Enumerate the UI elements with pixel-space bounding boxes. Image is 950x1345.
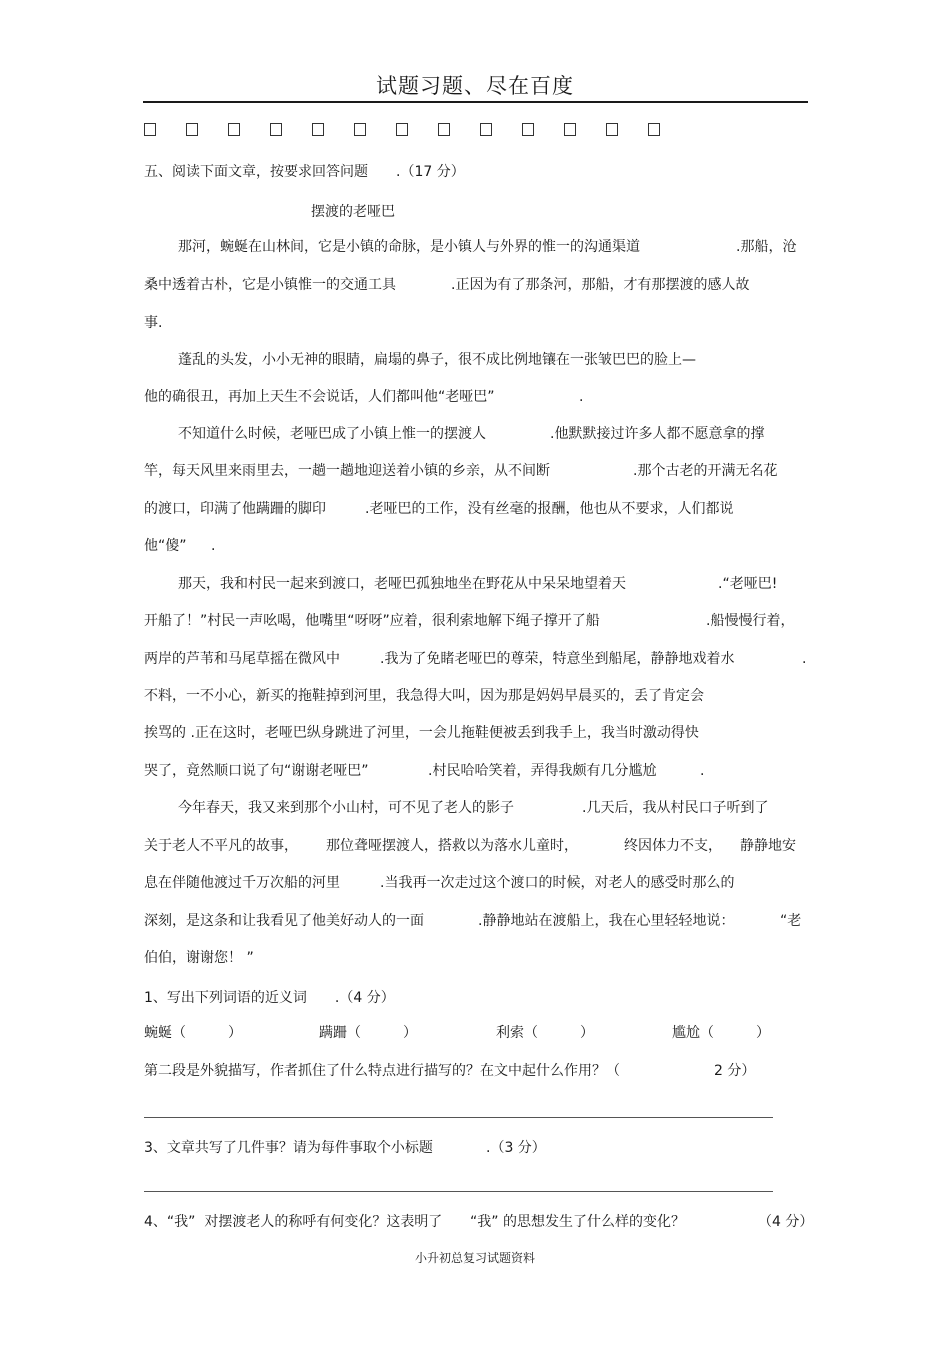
article-text: 那河，蜿蜒在山林间，它是小镇的命脉，是小镇人与外界的惟一的沟通渠道 — [178, 239, 640, 255]
question-1-word: 蹒跚（ ） — [319, 1025, 417, 1041]
checkbox-row — [0, 123, 950, 145]
checkbox-icon — [606, 123, 618, 136]
question-1-word: 尴尬（ ） — [672, 1025, 770, 1041]
checkbox-icon — [648, 123, 660, 136]
article-text: . — [700, 763, 705, 779]
article-text: .船慢慢行着， — [706, 613, 795, 629]
article-text: 今年春天，我又来到那个小山村，可不见了老人的影子 — [178, 800, 514, 816]
checkbox-icon — [480, 123, 492, 136]
question-1: 1、写出下列词语的近义词 .（4 分） — [144, 990, 395, 1006]
article-text: 深刻，是这条和让我看见了他美好动人的一面 — [144, 913, 424, 929]
checkbox-icon — [522, 123, 534, 136]
article-text: 蓬乱的头发，小小无神的眼睛，扁塌的鼻子，很不成比例地镶在一张皱巴巴的脸上— — [178, 352, 696, 368]
section-heading: 五、阅读下面文章，按要求回答问题 .（17 分） — [144, 164, 465, 180]
article-text: .当我再一次走过这个渡口的时候，对老人的感受时那么的 — [380, 875, 735, 891]
question-4: 4、“我” 对摆渡老人的称呼有何变化？这表明了 — [144, 1214, 443, 1230]
article-text: 的渡口，印满了他蹒跚的脚印 — [144, 501, 326, 517]
article-text: . — [802, 651, 807, 667]
article-text: 关于老人不平凡的故事， — [144, 838, 298, 854]
checkbox-icon — [438, 123, 450, 136]
checkbox-icon — [270, 123, 282, 136]
article-text: 他的确很丑，再加上天生不会说话，人们都叫他“老哑巴” — [144, 389, 495, 405]
checkbox-icon — [354, 123, 366, 136]
checkbox-icon — [396, 123, 408, 136]
article-text: “老 — [780, 913, 802, 929]
article-text: 开船了！”村民一声吆喝，他嘴里“呀呀”应着，很利索地解下绳子撑开了船 — [144, 613, 600, 629]
question-2-score: 2 分） — [714, 1063, 756, 1079]
article-text: .几天后，我从村民口子听到了 — [582, 800, 769, 816]
article-text: .那个古老的开满无名花 — [633, 463, 778, 479]
article-text: .“老哑巴! — [718, 576, 778, 592]
checkbox-icon — [186, 123, 198, 136]
article-title: 摆渡的老哑巴 — [311, 204, 395, 220]
question-1-word: 利索（ ） — [496, 1025, 594, 1041]
question-4-score: （4 分） — [758, 1214, 814, 1230]
article-text: 两岸的芦苇和马尾草摇在微风中 — [144, 651, 340, 667]
checkbox-icon — [144, 123, 156, 136]
question-1-word: 蜿蜒（ ） — [144, 1025, 242, 1041]
question-4: “我” 的思想发生了什么样的变化？ — [470, 1214, 685, 1230]
checkbox-icon — [564, 123, 576, 136]
article-text: .他默默接过许多人都不愿意拿的撑 — [550, 426, 765, 442]
article-text: 终因体力不支， — [624, 838, 722, 854]
article-text: 事. — [144, 315, 163, 331]
article-text: 哭了，竟然顺口说了句“谢谢老哑巴” — [144, 763, 369, 779]
page-header-title: 试题习题、尽在百度 — [376, 74, 574, 98]
article-text: 息在伴随他渡过千万次船的河里 — [144, 875, 340, 891]
question-3: 3、文章共写了几件事？请为每件事取个小标题 — [144, 1140, 433, 1156]
article-text: . — [579, 389, 584, 405]
article-text: .那船，沧 — [736, 239, 797, 255]
article-text: 不料，一不小心，新买的拖鞋掉到河里，我急得大叫，因为那是妈妈早晨买的，丢了肯定会 — [144, 688, 704, 704]
answer-line[interactable] — [144, 1117, 773, 1118]
article-text: . — [211, 538, 216, 554]
article-text: 他“傻” — [144, 538, 187, 554]
question-2: 第二段是外貌描写，作者抓住了什么特点进行描写的？在文中起什么作用？（ — [144, 1063, 620, 1079]
article-text: 竿，每天风里来雨里去，一趟一趟地迎送着小镇的乡亲，从不间断 — [144, 463, 550, 479]
article-text: 那位聋哑摆渡人，搭救以为落水儿童时， — [326, 838, 578, 854]
article-text: .静静地站在渡船上，我在心里轻轻地说： — [478, 913, 735, 929]
article-text: 伯伯，谢谢您！ ” — [144, 950, 254, 966]
article-text: .老哑巴的工作，没有丝毫的报酬，他也从不要求，人们都说 — [365, 501, 734, 517]
article-text: .正因为有了那条河，那船，才有那摆渡的感人故 — [451, 277, 750, 293]
article-text: 挨骂的 .正在这时，老哑巴纵身跳进了河里，一会儿拖鞋便被丢到我手上，我当时激动得快 — [144, 725, 699, 741]
article-text: 桑中透着古朴，它是小镇惟一的交通工具 — [144, 277, 396, 293]
header-divider — [143, 101, 808, 103]
checkbox-icon — [228, 123, 240, 136]
checkbox-icon — [312, 123, 324, 136]
article-text: 静静地安 — [740, 838, 796, 854]
article-text: .村民哈哈笑着，弄得我颇有几分尴尬 — [428, 763, 657, 779]
answer-line[interactable] — [144, 1191, 773, 1192]
article-text: 那天，我和村民一起来到渡口，老哑巴孤独地坐在野花从中呆呆地望着天 — [178, 576, 626, 592]
article-text: .我为了免睹老哑巴的尊荣，特意坐到船尾，静静地戏着水 — [380, 651, 735, 667]
page-footer: 小升初总复习试题资料 — [414, 1251, 535, 1265]
article-text: 不知道什么时候，老哑巴成了小镇上惟一的摆渡人 — [178, 426, 486, 442]
question-3-score: .（3 分） — [486, 1140, 546, 1156]
